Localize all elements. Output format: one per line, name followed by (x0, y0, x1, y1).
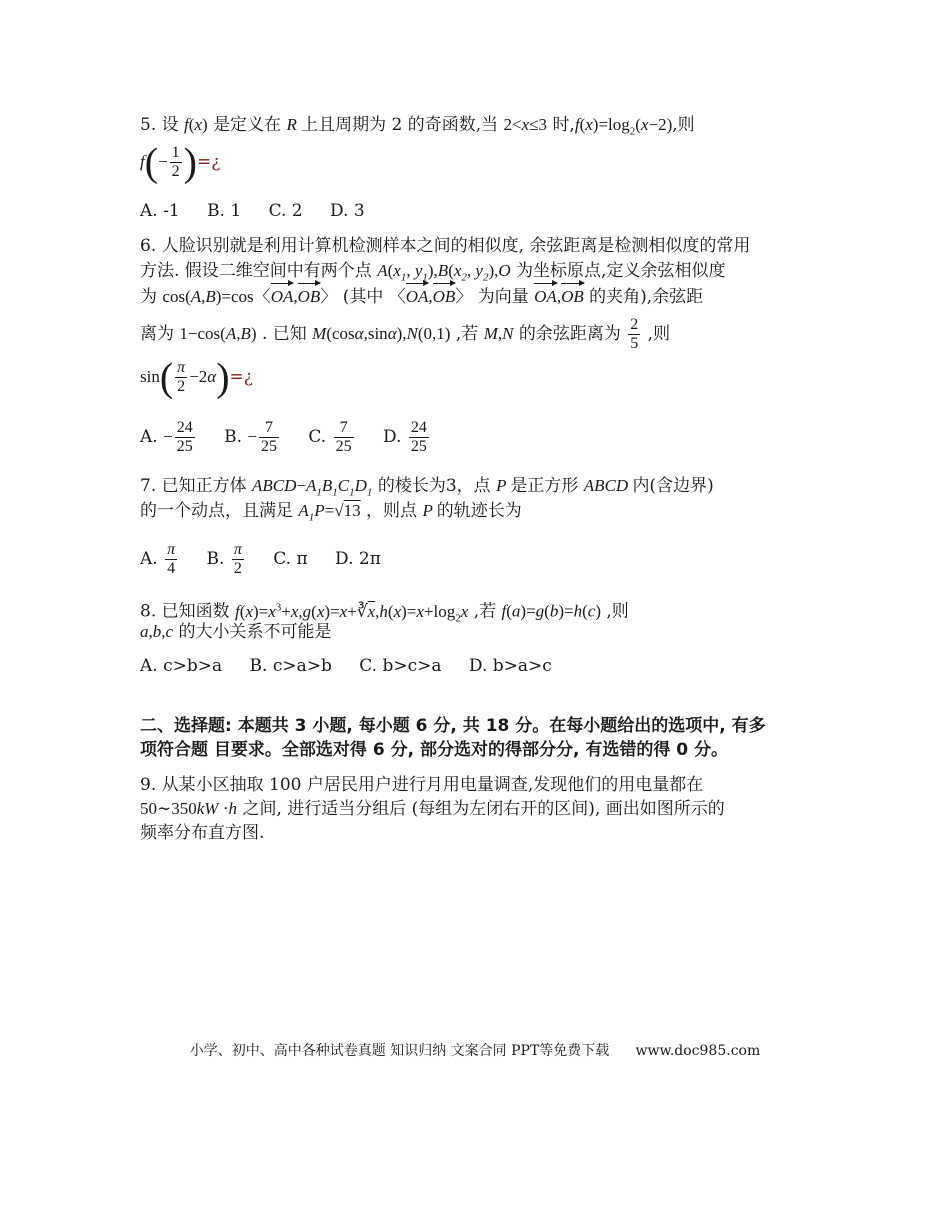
q7-text: 是正方形 (510, 476, 579, 496)
q7-text: 内(含边界) (632, 476, 714, 496)
q7-math-condition: $A_1P=√13$ (298, 501, 361, 524)
q8-option-c: C. b>c>a (359, 656, 442, 676)
q8-text: ,则 (606, 601, 629, 622)
q9-text: 之间, 进行适当分组后 (每组为左闭右开的区间), 画出如图所示的 (242, 799, 725, 819)
q7-option-b: B. $\frac{\pi}{2}$ (206, 541, 242, 577)
q6-text: 离为 (140, 324, 174, 344)
q6-option-d: D. $\frac{24}{25}$ (383, 419, 427, 455)
q8-math-equal: f(a)=g(b)=h(c) (501, 601, 601, 621)
q6-option-a: A. − $\frac{24}{25}$ (140, 419, 193, 455)
q7-option-d: D. 2π (335, 549, 381, 569)
q7-text: 7. 已知正方体 (140, 476, 247, 496)
q9-line-3: 频率分布直方图. (140, 823, 265, 843)
q5-line-2: f(− $\frac{1}{2}$ )=¿ (140, 139, 221, 185)
q6-option-c: C. $\frac{7}{25}$ (308, 419, 352, 455)
q5-fraction: $\frac{1}{2}$ (171, 144, 180, 180)
q6-math-cos-def: cos(A,B)=cos〈OA,OB〉 (162, 287, 337, 306)
q7-math-P: P (496, 476, 511, 495)
q5-math-def: f (574, 115, 580, 134)
q7-math-cube: $ABCD-A_1B_1C_1D_1$ (252, 476, 373, 499)
q7-math-P2: P (422, 501, 437, 520)
q5-text: 时, (552, 115, 575, 135)
q6-math-MN-label: M,N (483, 324, 514, 343)
q6-math-distance: 1−cos(A,B) (179, 324, 257, 343)
q5-math-f: f (140, 152, 145, 171)
q6-fraction-pi-2: $\frac{\pi}{2}$ (177, 359, 186, 395)
q5-option-c: C. 2 (268, 201, 303, 221)
q6-text: ,若 (455, 324, 479, 344)
q8-text: 8. 已知函数 (140, 601, 230, 622)
q8-option-a: A. c>b>a (140, 656, 223, 676)
q7-options (140, 537, 403, 583)
q8-options (140, 654, 574, 678)
q9-line-1: 9. 从某小区抽取 100 户居民用户进行月用电量调查,发现他们的用电量都在 (140, 775, 704, 795)
q7-option-a: A. $\frac{\pi}{4}$ (140, 541, 176, 577)
q6-text: 为向量 (477, 287, 529, 307)
q6-math-MN: M(cosα,sinα),N(0,1) (312, 324, 451, 343)
page-footer (0, 1040, 950, 1060)
q7-option-c: C. π (273, 549, 308, 569)
q8-option-d: D. b>a>c (468, 656, 552, 676)
section-2-heading-line-1: 二、选择题: 本题共 3 小题, 每小题 6 分, 共 18 分。在每小题给出的选项中, 有多 (140, 716, 766, 736)
q6-option-b: B. − $\frac{7}{25}$ (224, 419, 277, 455)
q8-math-functions: $f(x)=x^3+x,g(x)=x+∛\overline{x},h(x)=x+\log_2x$ (235, 601, 469, 625)
q5-line-1: 5. 设 f(x) 是定义在 R 上且周期为 2 的奇函数,当 2<x≤3 时$,f(x)=\log_2(x-2)$,则 (140, 115, 695, 138)
q8-option-b: B. c>a>b (249, 656, 332, 676)
q7-line-2 (140, 499, 522, 529)
q5-math-R: R (286, 115, 302, 134)
q6-line-3 (140, 285, 703, 309)
q6-text: (其中 (342, 287, 384, 307)
q6-line-1: 6. 人脸识别就是利用计算机检测样本之间的相似度, 余弦距离是检测相似度的常用 (140, 236, 751, 256)
q6-fraction-2-5: $\frac{2}{5}$ (630, 316, 639, 352)
q6-math-vectors: OA,OB (534, 287, 584, 306)
q5-options (140, 199, 387, 223)
q6-text: 的余弦距离为 (518, 324, 621, 344)
q5-option-d: D. 3 (330, 201, 365, 221)
q5-option-b: B. 1 (207, 201, 242, 221)
q8-text: 的大小关系不可能是 (178, 622, 332, 642)
q6-tail: =¿ (229, 367, 253, 387)
q7-text: 的轨迹长为 (436, 501, 522, 521)
q5-tail: =¿ (196, 152, 221, 172)
q6-text: 为坐标原点,定义余弦相似度 (516, 261, 726, 281)
q6-text: ,则 (647, 324, 671, 344)
footer-text: 小学、初中、高中各种试卷真题 知识归纳 文案合同 PPT等免费下载 (189, 1043, 610, 1059)
q6-text: 方法. 假设二维空间中有两个点 (140, 261, 372, 281)
q8-math-abc: a,b,c (140, 622, 174, 641)
q6-math-angle: 〈OA,OB〉 (389, 287, 473, 306)
section-2-heading-line-2: 项符合题 目要求。全部选对得 6 分, 部分选对的得部分分, 有选错的得 0 分。 (140, 740, 729, 760)
q6-text: . 已知 (261, 324, 307, 344)
q6-math-points: $A(x_1$, $y_1),B(x_2$, $y_2),O$ (377, 261, 511, 284)
q6-line-5: sin( $\frac{\pi}{2}$ −2α)=¿ (140, 354, 253, 400)
q7-text: ，则点 (366, 501, 418, 521)
q5-math-range: 2<x≤3 (503, 115, 548, 134)
q7-text: 的一个动点，且满足 (140, 501, 293, 521)
footer-link[interactable]: www.doc985.com (635, 1043, 761, 1059)
q5-text: 上且周期为 2 的奇函数,当 (301, 115, 499, 135)
q9-line-2 (140, 797, 725, 821)
q8-text: ,若 (473, 601, 497, 622)
q6-text: 的夹角),余弦距 (589, 287, 704, 307)
q6-line-4 (140, 316, 670, 353)
q8-line-2 (140, 620, 331, 644)
q6-options (140, 415, 453, 461)
q7-text: 的棱长为3，点 (377, 476, 491, 496)
q5-text: 是定义在 (213, 115, 282, 135)
q5-text: ,则 (672, 115, 695, 135)
q5-text: 5. 设 (140, 115, 179, 135)
q6-text: 为 (140, 287, 157, 307)
q5-math-fx: f (184, 115, 189, 134)
q7-math-ABCD: ABCD (583, 476, 633, 495)
q5-option-a: A. -1 (140, 201, 180, 221)
q9-math-range: 50∼350kW ⋅h (140, 799, 238, 818)
